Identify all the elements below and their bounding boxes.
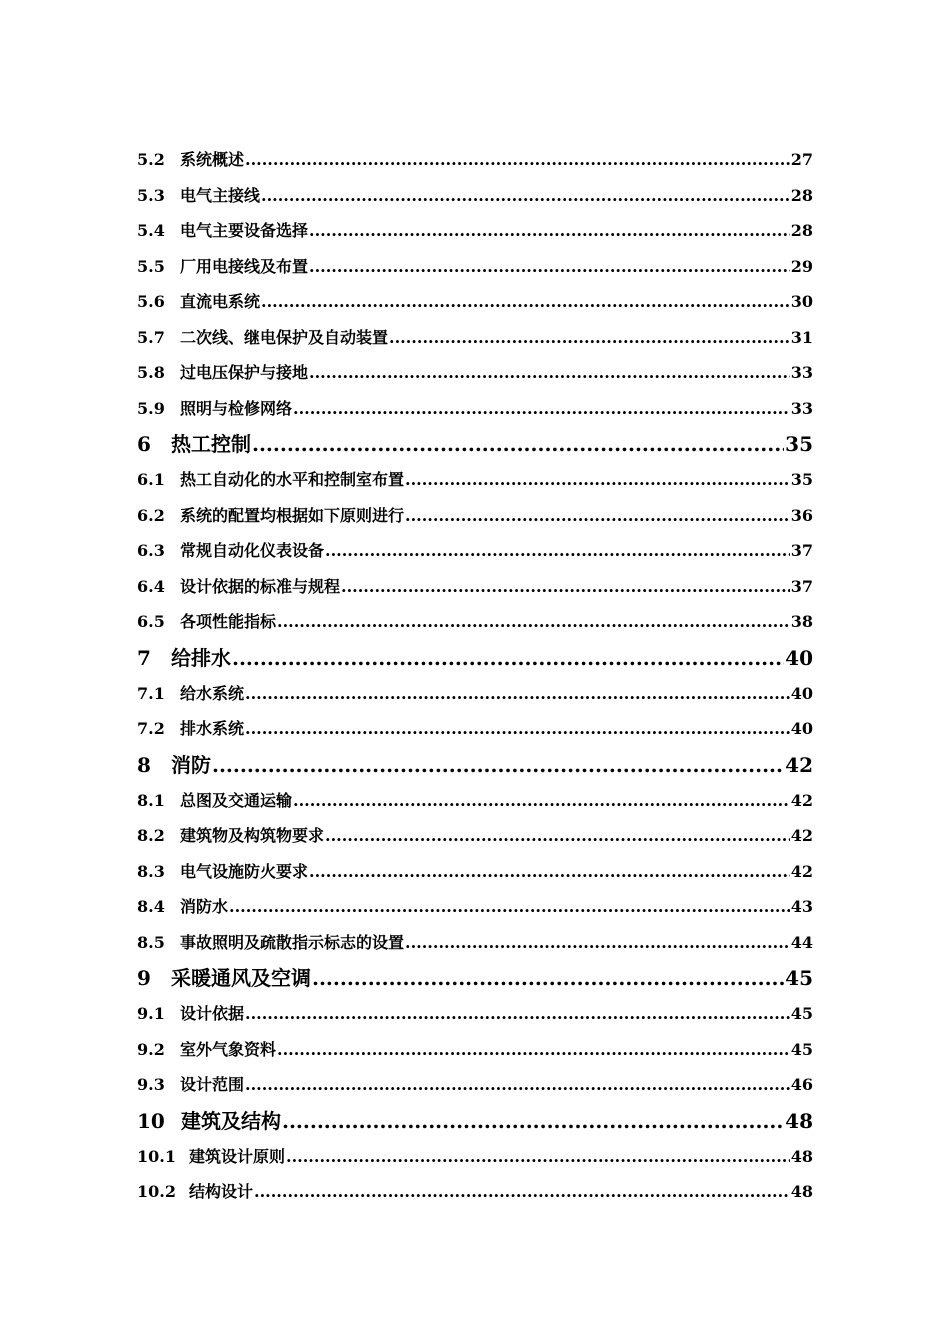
toc-section-entry[interactable]: [137, 783, 813, 819]
toc-entry-title: 设计依据: [180, 1004, 245, 1023]
dot-leader: [309, 213, 790, 249]
toc-entry-title: 消防水: [180, 897, 229, 916]
toc-chapter-entry[interactable]: [137, 640, 813, 676]
dot-leader: [277, 604, 790, 640]
dot-leader: [245, 711, 790, 747]
toc-chapter-entry[interactable]: [137, 426, 813, 462]
toc-entry-number: 5.5: [137, 256, 165, 276]
toc-entry-number: 6.2: [137, 505, 165, 525]
toc-entry-number: 6.5: [137, 612, 165, 631]
dot-leader: [325, 533, 790, 569]
toc-entry-number: 9: [137, 966, 151, 990]
toc-entry-page: 35: [790, 470, 813, 489]
toc-entry-title: 照明与检修网络: [180, 398, 293, 418]
toc-entry-number: 9.2: [137, 1039, 165, 1059]
toc-entry-page: 35: [785, 432, 813, 456]
toc-entry-page: 36: [790, 505, 813, 525]
toc-section-entry[interactable]: [137, 1067, 813, 1103]
toc-entry-number: 5.6: [137, 292, 165, 311]
table-of-contents: [137, 142, 813, 1210]
toc-section-entry[interactable]: [137, 676, 813, 712]
dot-leader: [245, 142, 790, 178]
toc-entry-page: 40: [790, 719, 813, 738]
dot-leader: [293, 391, 790, 427]
toc-entry-page: 42: [785, 752, 813, 777]
toc-section-entry[interactable]: [137, 498, 813, 534]
toc-entry-page: 48: [790, 1182, 813, 1201]
toc-entry-number: 5.2: [137, 150, 165, 169]
dot-leader: [405, 498, 790, 534]
toc-section-entry[interactable]: [137, 462, 813, 498]
toc-entry-title: 各项性能指标: [180, 612, 277, 631]
toc-entry-number: 5.3: [137, 185, 165, 205]
toc-entry-title: 事故照明及疏散指示标志的设置: [180, 932, 405, 952]
dot-leader: [261, 178, 790, 214]
toc-entry-title: 给排水: [171, 645, 231, 670]
toc-entry-title: 采暖通风及空调: [171, 966, 311, 990]
toc-section-entry[interactable]: [137, 1032, 813, 1068]
toc-entry-number: 7.1: [137, 683, 165, 703]
toc-entry-page: 45: [785, 966, 813, 990]
toc-entry-number: 5.4: [137, 221, 165, 240]
toc-entry-page: 28: [790, 221, 813, 240]
dot-leader: [405, 925, 790, 961]
toc-entry-title: 系统的配置均根据如下原则进行: [180, 505, 405, 525]
toc-entry-number: 8: [137, 752, 151, 777]
toc-section-entry[interactable]: [137, 249, 813, 285]
toc-entry-page: 45: [790, 1039, 813, 1059]
dot-leader: [232, 640, 784, 676]
toc-entry-title: 设计范围: [180, 1075, 245, 1094]
toc-entry-page: 33: [790, 398, 813, 418]
toc-entry-page: 30: [790, 292, 813, 311]
toc-section-entry[interactable]: [137, 569, 813, 605]
toc-entry-number: 6: [137, 432, 151, 456]
toc-entry-page: 42: [790, 861, 813, 881]
toc-section-entry[interactable]: [137, 925, 813, 961]
toc-entry-page: 31: [790, 327, 813, 347]
dot-leader: [245, 996, 790, 1032]
toc-entry-page: 40: [785, 645, 813, 670]
toc-entry-number: 5.9: [137, 398, 165, 418]
toc-section-entry[interactable]: [137, 889, 813, 925]
dot-leader: [229, 889, 790, 925]
dot-leader: [341, 569, 790, 605]
toc-entry-number: 9.1: [137, 1004, 165, 1023]
toc-entry-title: 消防: [171, 752, 211, 777]
toc-entry-number: 7.2: [137, 719, 165, 738]
toc-section-entry[interactable]: [137, 178, 813, 214]
toc-entry-title: 结构设计: [189, 1182, 254, 1201]
dot-leader: [286, 1139, 790, 1175]
dot-leader: [212, 747, 784, 783]
dot-leader: [309, 854, 790, 890]
toc-entry-number: 9.3: [137, 1075, 165, 1094]
toc-entry-number: 6.4: [137, 576, 165, 596]
toc-entry-title: 常规自动化仪表设备: [180, 541, 325, 560]
toc-entry-page: 27: [790, 150, 813, 169]
toc-section-entry[interactable]: [137, 996, 813, 1032]
dot-leader: [309, 249, 790, 285]
toc-chapter-entry[interactable]: [137, 1103, 813, 1139]
toc-entry-title: 直流电系统: [180, 292, 261, 311]
toc-entry-page: 43: [790, 897, 813, 916]
toc-chapter-entry[interactable]: [137, 747, 813, 783]
toc-section-entry[interactable]: [137, 818, 813, 854]
toc-entry-title: 电气主要设备选择: [180, 221, 309, 240]
toc-section-entry[interactable]: [137, 854, 813, 890]
toc-entry-number: 10.2: [137, 1182, 176, 1201]
toc-entry-page: 28: [790, 185, 813, 205]
dot-leader: [254, 1174, 790, 1210]
toc-entry-number: 10: [137, 1108, 165, 1133]
dot-leader: [405, 462, 790, 498]
toc-entry-number: 8.2: [137, 826, 165, 845]
toc-entry-number: 5.8: [137, 363, 165, 382]
toc-entry-number: 6.1: [137, 470, 165, 489]
dot-leader: [245, 1067, 790, 1103]
toc-entry-number: 8.1: [137, 790, 165, 810]
toc-entry-page: 46: [790, 1075, 813, 1094]
dot-leader: [245, 676, 790, 712]
toc-entry-title: 系统概述: [180, 150, 245, 169]
toc-entry-number: 5.7: [137, 327, 165, 347]
dot-leader: [293, 783, 790, 819]
toc-entry-title: 过电压保护与接地: [180, 363, 309, 382]
toc-section-entry[interactable]: [137, 711, 813, 747]
toc-entry-title: 给水系统: [180, 683, 245, 703]
toc-section-entry[interactable]: [137, 1174, 813, 1210]
toc-entry-number: 6.3: [137, 541, 165, 560]
toc-entry-title: 建筑设计原则: [189, 1146, 286, 1166]
toc-chapter-entry[interactable]: [137, 960, 813, 996]
toc-entry-page: 29: [790, 256, 813, 276]
toc-entry-page: 48: [785, 1108, 813, 1133]
toc-entry-title: 总图及交通运输: [180, 790, 293, 810]
toc-entry-title: 建筑物及构筑物要求: [180, 826, 325, 845]
dot-leader: [389, 320, 790, 356]
toc-entry-page: 38: [790, 612, 813, 631]
toc-entry-title: 厂用电接线及布置: [180, 256, 309, 276]
toc-section-entry[interactable]: [137, 213, 813, 249]
toc-entry-page: 48: [790, 1146, 813, 1166]
dot-leader: [261, 284, 790, 320]
dot-leader: [309, 355, 790, 391]
toc-entry-title: 二次线、继电保护及自动装置: [180, 327, 389, 347]
toc-entry-title: 室外气象资料: [180, 1039, 277, 1059]
toc-entry-number: 8.5: [137, 932, 165, 952]
toc-entry-number: 8.3: [137, 861, 165, 881]
toc-entry-title: 电气设施防火要求: [180, 861, 309, 881]
toc-entry-page: 37: [790, 541, 813, 560]
dot-leader: [252, 426, 784, 462]
dot-leader: [277, 1032, 790, 1068]
toc-section-entry[interactable]: [137, 355, 813, 391]
toc-entry-number: 7: [137, 645, 151, 670]
toc-entry-page: 37: [790, 576, 813, 596]
dot-leader: [282, 1103, 784, 1139]
dot-leader: [312, 960, 784, 996]
toc-entry-page: 33: [790, 363, 813, 382]
toc-entry-title: 电气主接线: [180, 185, 261, 205]
toc-entry-title: 热工控制: [171, 432, 251, 456]
toc-entry-title: 热工自动化的水平和控制室布置: [180, 470, 405, 489]
toc-entry-number: 10.1: [137, 1146, 176, 1166]
toc-entry-page: 45: [790, 1004, 813, 1023]
toc-entry-page: 44: [790, 932, 813, 952]
toc-entry-page: 40: [790, 683, 813, 703]
toc-section-entry[interactable]: [137, 284, 813, 320]
toc-entry-number: 8.4: [137, 897, 165, 916]
toc-section-entry[interactable]: [137, 533, 813, 569]
toc-entry-title: 排水系统: [180, 719, 245, 738]
toc-entry-title: 设计依据的标准与规程: [180, 576, 341, 596]
toc-section-entry[interactable]: [137, 1139, 813, 1175]
toc-entry-page: 42: [790, 826, 813, 845]
toc-section-entry[interactable]: [137, 391, 813, 427]
toc-entry-page: 42: [790, 790, 813, 810]
toc-section-entry[interactable]: [137, 320, 813, 356]
toc-section-entry[interactable]: [137, 604, 813, 640]
toc-entry-title: 建筑及结构: [181, 1108, 281, 1133]
toc-section-entry[interactable]: [137, 142, 813, 178]
dot-leader: [325, 818, 790, 854]
